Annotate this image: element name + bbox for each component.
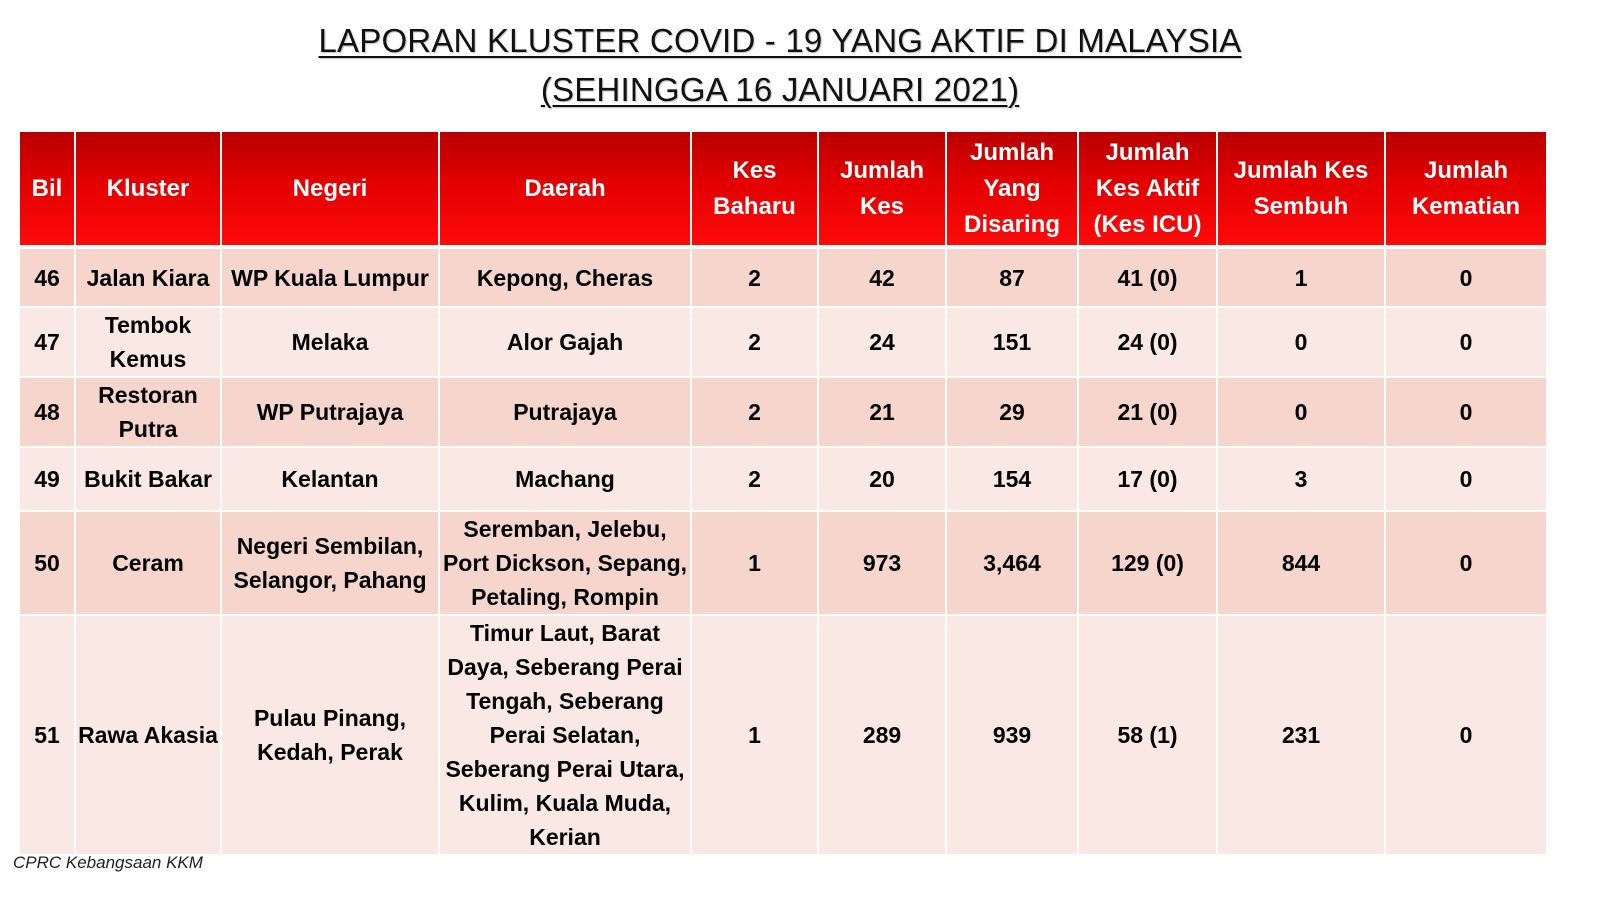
- cell-jumlah-kes-aktif: 21 (0): [1078, 377, 1217, 447]
- table-row: [19, 377, 1547, 447]
- cell-jumlah-kes-sembuh: 0: [1217, 307, 1385, 377]
- cell-bil: 51: [19, 615, 75, 855]
- header-bil: Bil: [19, 131, 75, 247]
- cell-jumlah-kes-sembuh: 844: [1217, 511, 1385, 615]
- table-row: [19, 447, 1547, 511]
- cell-jumlah-kes-aktif: 24 (0): [1078, 307, 1217, 377]
- cell-jumlah-disaring: 939: [946, 615, 1078, 855]
- header-negeri: Negeri: [221, 131, 439, 247]
- cell-daerah: Seremban, Jelebu, Port Dickson, Sepang, Petaling, Rompin: [439, 511, 691, 615]
- report-title: [0, 20, 1560, 118]
- cell-jumlah-kes-sembuh: 0: [1217, 377, 1385, 447]
- cell-kluster: Tembok Kemus: [75, 307, 221, 377]
- cell-negeri: WP Kuala Lumpur: [221, 247, 439, 307]
- cell-jumlah-kematian: 0: [1385, 377, 1547, 447]
- header-kes-baharu: Kes Baharu: [691, 131, 818, 247]
- cell-kluster: Restoran Putra: [75, 377, 221, 447]
- cell-jumlah-kes-aktif: 129 (0): [1078, 511, 1217, 615]
- cell-jumlah-kematian: 0: [1385, 511, 1547, 615]
- cell-negeri: Negeri Sembilan, Selangor, Pahang: [221, 511, 439, 615]
- cell-bil: 49: [19, 447, 75, 511]
- cell-bil: 48: [19, 377, 75, 447]
- cell-jumlah-kes: 289: [818, 615, 946, 855]
- cell-negeri: Kelantan: [221, 447, 439, 511]
- cluster-table: [18, 130, 1548, 856]
- cell-daerah: Timur Laut, Barat Daya, Seberang Perai Tengah, Seberang Perai Selatan, Seberang Perai Utara, Kulim, Kuala Muda, Kerian: [439, 615, 691, 855]
- table-row: [19, 247, 1547, 307]
- cell-negeri: WP Putrajaya: [221, 377, 439, 447]
- header-jumlah-kes-aktif: Jumlah Kes Aktif (Kes ICU): [1078, 131, 1217, 247]
- cell-jumlah-kematian: 0: [1385, 615, 1547, 855]
- cell-kes-baharu: 1: [691, 615, 818, 855]
- cell-jumlah-kes: 24: [818, 307, 946, 377]
- cell-daerah: Putrajaya: [439, 377, 691, 447]
- cell-jumlah-kematian: 0: [1385, 307, 1547, 377]
- cell-kluster: Jalan Kiara: [75, 247, 221, 307]
- cell-kes-baharu: 2: [691, 307, 818, 377]
- header-jumlah-kes-sembuh: Jumlah Kes Sembuh: [1217, 131, 1385, 247]
- cell-jumlah-disaring: 87: [946, 247, 1078, 307]
- cell-jumlah-disaring: 3,464: [946, 511, 1078, 615]
- cell-jumlah-kes: 42: [818, 247, 946, 307]
- table-header-row: [19, 131, 1547, 247]
- cell-kes-baharu: 1: [691, 511, 818, 615]
- cell-negeri: Pulau Pinang, Kedah, Perak: [221, 615, 439, 855]
- cell-daerah: Alor Gajah: [439, 307, 691, 377]
- table-row: [19, 615, 1547, 855]
- cell-jumlah-kematian: 0: [1385, 447, 1547, 511]
- cell-daerah: Machang: [439, 447, 691, 511]
- cell-kes-baharu: 2: [691, 377, 818, 447]
- cell-jumlah-kes-sembuh: 1: [1217, 247, 1385, 307]
- cell-kes-baharu: 2: [691, 447, 818, 511]
- cell-kes-baharu: 2: [691, 247, 818, 307]
- header-daerah: Daerah: [439, 131, 691, 247]
- cell-kluster: Rawa Akasia: [75, 615, 221, 855]
- cell-jumlah-kes-sembuh: 3: [1217, 447, 1385, 511]
- cell-jumlah-disaring: 154: [946, 447, 1078, 511]
- cell-jumlah-kes-sembuh: 231: [1217, 615, 1385, 855]
- header-kluster: Kluster: [75, 131, 221, 247]
- source-credit: CPRC Kebangsaan KKM: [13, 853, 203, 872]
- header-jumlah-kes: Jumlah Kes: [818, 131, 946, 247]
- cell-jumlah-kes: 21: [818, 377, 946, 447]
- cell-jumlah-kes-aktif: 58 (1): [1078, 615, 1217, 855]
- cell-jumlah-kematian: 0: [1385, 247, 1547, 307]
- cell-kluster: Bukit Bakar: [75, 447, 221, 511]
- cell-jumlah-disaring: 29: [946, 377, 1078, 447]
- header-jumlah-kematian: Jumlah Kematian: [1385, 131, 1547, 247]
- cell-daerah: Kepong, Cheras: [439, 247, 691, 307]
- cell-jumlah-kes-aktif: 41 (0): [1078, 247, 1217, 307]
- cell-kluster: Ceram: [75, 511, 221, 615]
- table-row: [19, 511, 1547, 615]
- cell-jumlah-kes-aktif: 17 (0): [1078, 447, 1217, 511]
- cell-jumlah-kes: 973: [818, 511, 946, 615]
- cell-bil: 47: [19, 307, 75, 377]
- cell-bil: 50: [19, 511, 75, 615]
- title-line-2: (SEHINGGA 16 JANUARI 2021): [540, 71, 1020, 108]
- table-row: [19, 307, 1547, 377]
- header-jumlah-disaring: Jumlah Yang Disaring: [946, 131, 1078, 247]
- cell-jumlah-kes: 20: [818, 447, 946, 511]
- title-line-1: LAPORAN KLUSTER COVID - 19 YANG AKTIF DI MALAYSIA: [318, 22, 1242, 59]
- cell-jumlah-disaring: 151: [946, 307, 1078, 377]
- cell-bil: 46: [19, 247, 75, 307]
- cell-negeri: Melaka: [221, 307, 439, 377]
